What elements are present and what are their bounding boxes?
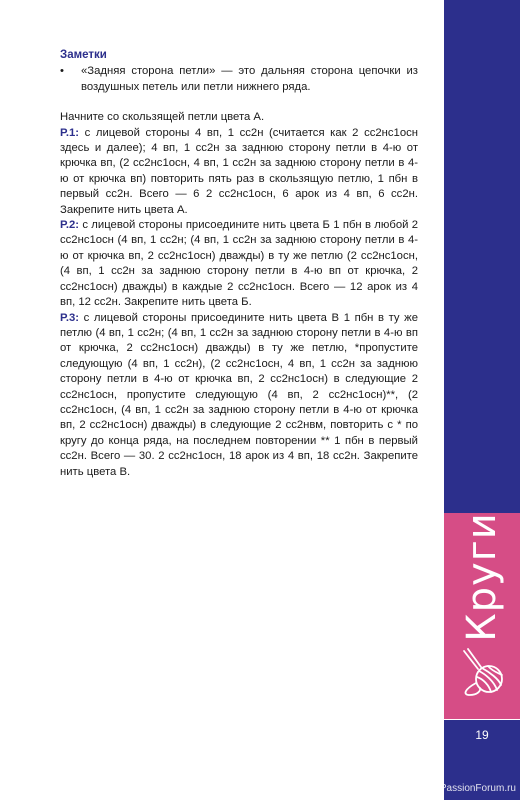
row-label: Р.1: [60, 126, 80, 139]
bullet-icon: • [60, 65, 64, 78]
yarn-ball-icon [458, 648, 508, 700]
intro-line: Начните со скользящей петли цвета А. [60, 111, 265, 124]
row-instruction-3 [60, 311, 418, 480]
notes-bullet-text: «Задняя сторона петли» — это дальняя сторона цепочки из воздушных петель или петли нижнего ряда. [81, 65, 418, 93]
row-text: с лицевой стороны присоедините нить цвета В 1 пбн в ту же петлю (4 вп, 1 сс2н; (4 вп, 1 сс2н за заднюю сторону петли в 4-ю вп от крючка, 2 сс2нс1осн) дважды) в ту же петлю, *пропустите следующую (4 вп, 1 сс2н), (2 сс2нс1осн, 4 вп, 1 сс2н за заднюю сторону петли в 4-ю от крючка вп, 2 сс2нс1осн) в следующие 2 сс2нс1осн, пропустите следующую (4 вп, 2 сс2нс1осн)**, (2 сс2нс1осн, (4 вп, 1 сс2н за заднюю сторону петли в 4-ю от крючка вп, 2 сс2нс1осн) дважды) в следующие 2 сс2нвм, повторить с * по кругу до конца ряда, на последнем повторении ** 1 пбн в первый сс2н. Всего — 30. 2 сс2нс1осн, 18 арок из 4 вп, 18 сс2н. Закрепите нить цвета В. [60, 311, 418, 478]
row-text: с лицевой стороны 4 вп, 1 сс2н (считается как 2 сс2нс1осн здесь и далее); 4 вп, 1 сс2н за заднюю сторону петли в 4-ю от крючка вп, (2 сс2нс1осн, 4 вп, 1 сс2н за заднюю сторону петли в 4-ю от крючка вп) повторить пять раз в скользящую петлю, 1 пбн в первый сс2н. Всего — 6 2 сс2нс1осн, 6 арок из 4 вп, 6 сс2н. Закрепите нить цвета А. [60, 126, 418, 216]
notes-bullet-item [60, 64, 418, 95]
row-label: Р.3: [60, 311, 80, 324]
main-content [60, 48, 418, 480]
section-title: Круги [459, 512, 505, 642]
row-instruction-1 [60, 126, 418, 218]
notes-heading: Заметки [60, 49, 107, 61]
row-instruction-2 [60, 218, 418, 310]
site-watermark: PassionForum.ru [439, 783, 516, 794]
row-label: Р.2: [60, 219, 80, 232]
page-number: 19 [475, 728, 489, 742]
chapter-sidebar [439, 0, 520, 800]
sidebar-blue-band [444, 0, 520, 513]
sidebar-divider [444, 719, 520, 720]
row-text: с лицевой стороны присоедините нить цвета Б 1 пбн в любой 2 сс2нс1осн (4 вп, 1 сс2н; (4 вп, 1 сс2н за заднюю сторону петли в 4-ю от крючка вп, 2 сс2нс1осн) дважды) в ту же петлю (2 сс2нс1осн, (4 вп, 1 сс2н за заднюю сторону петли в 4-ю вп от крючка, 2 сс2нс1осн) дважды) в каждые 2 сс2нс1осн. Всего — 12 арок из 4 вп, 12 сс2н. Закрепите нить цвета Б. [60, 219, 418, 309]
